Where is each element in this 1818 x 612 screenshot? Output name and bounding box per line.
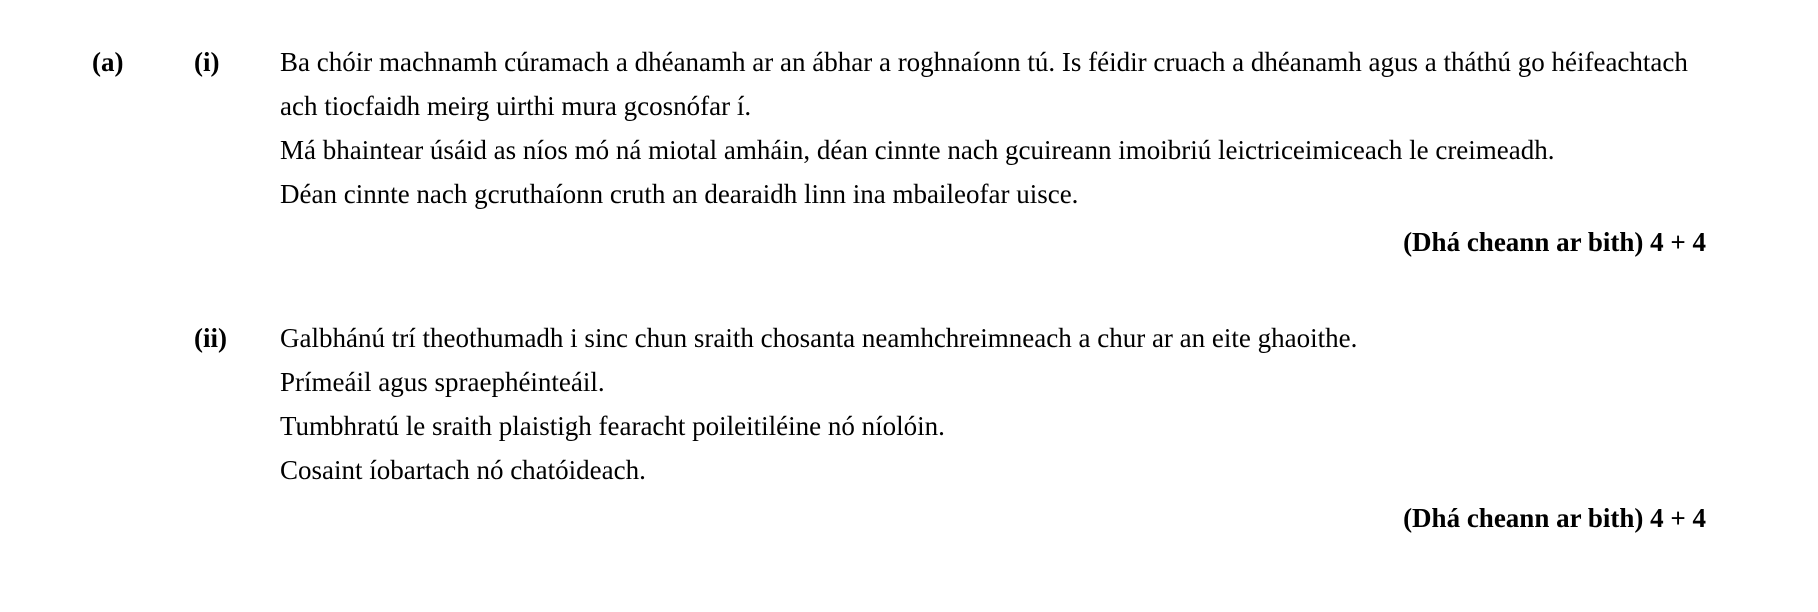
part-label-a: (a) bbox=[92, 47, 124, 77]
subpart-label-ii: (ii) bbox=[194, 323, 227, 353]
question-part-a-ii bbox=[70, 316, 1748, 540]
answer-body-i bbox=[280, 40, 1748, 264]
marks-note: (Dhá cheann ar bith) bbox=[1403, 227, 1644, 257]
answer-line: Prímeáil agus spraephéinteáil. bbox=[280, 367, 605, 397]
answer-line: Cosaint íobartach nó chatóideach. bbox=[280, 455, 646, 485]
question-part-a-i bbox=[70, 40, 1748, 264]
marks-value: 4 + 4 bbox=[1650, 503, 1706, 533]
answer-body-ii bbox=[280, 316, 1748, 540]
marks-line-i bbox=[280, 220, 1706, 264]
answer-line: Ba chóir machnamh cúramach a dhéanamh ar an ábhar a roghnaíonn tú. Is féidir cruach a dhéanamh agus a tháthú go héifeachtach ach tiocfaidh meirg uirthi mura gcosnófar í. bbox=[280, 47, 1688, 121]
answer-line: Tumbhratú le sraith plaistigh fearacht poileitiléine nó níolóin. bbox=[280, 411, 945, 441]
marks-note: (Dhá cheann ar bith) bbox=[1403, 503, 1644, 533]
answer-line: Galbhánú trí theothumadh i sinc chun sraith chosanta neamhchreimneach a chur ar an eite ghaoithe. bbox=[280, 323, 1358, 353]
answer-line: Má bhaintear úsáid as níos mó ná miotal amháin, déan cinnte nach gcuireann imoibriú leictriceimiceach le creimeadh. bbox=[280, 135, 1555, 165]
marks-value: 4 + 4 bbox=[1650, 227, 1706, 257]
marks-line-ii bbox=[280, 496, 1706, 540]
subpart-label-i: (i) bbox=[194, 47, 220, 77]
answer-line: Déan cinnte nach gcruthaíonn cruth an dearaidh linn ina mbaileofar uisce. bbox=[280, 179, 1079, 209]
